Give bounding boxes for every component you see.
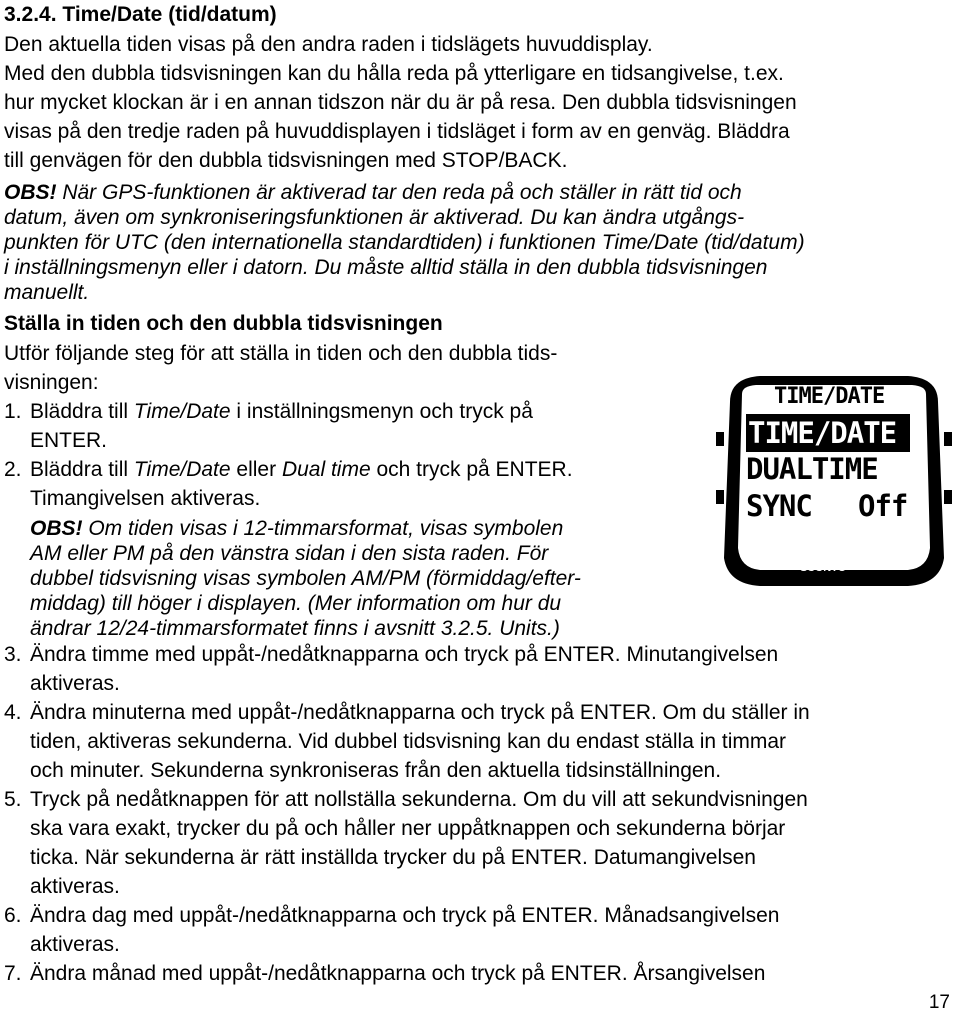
note-text: När GPS-funktionen är aktiverad tar den reda på och ställer in rätt tid och <box>56 181 742 204</box>
step-text: ticka. När sekunderna är rätt inställda trycker du på ENTER. Datumangivelsen <box>30 846 756 869</box>
step-text: Ändra minuterna med uppåt-/nedåtknapparna och tryck på ENTER. Om du ställer in <box>30 701 810 724</box>
note-text: Om tiden visas i 12-timmarsformat, visas symbolen <box>82 517 564 540</box>
watch-header: TIME/DATE <box>774 384 885 409</box>
step-text: aktiveras. <box>30 933 120 956</box>
note-label: OBS! <box>4 181 57 204</box>
intro-line: till genvägen för den dubbla tidsvisningen med STOP/BACK. <box>4 149 568 172</box>
steps-intro-line: Utför följande steg för att ställa in tiden och den dubbla tids- <box>4 342 558 365</box>
steps-intro-line: visningen: <box>4 371 99 394</box>
watch-menu-item: DUALTIME <box>746 452 878 486</box>
step-text <box>30 457 573 483</box>
step-text-part: Bläddra till <box>30 458 134 481</box>
step-text: aktiveras. <box>30 875 120 898</box>
step-text: ENTER. <box>30 429 108 452</box>
section-title: 3.2.4. Time/Date (tid/datum) <box>4 3 277 26</box>
note-line: manuellt. <box>4 281 90 304</box>
step-number: 4. <box>4 701 22 724</box>
menu-item-ref: Dual time <box>281 458 371 481</box>
step-text: Tryck på nedåtknappen för att nollställa sekunderna. Om du vill att sekundvisningen <box>30 788 808 811</box>
note-line: middag) till höger i displayen. (Mer information om hur du <box>30 592 562 615</box>
step-text <box>30 399 533 425</box>
intro-line: visas på den tredje raden på huvuddisplayen i tidsläget i form av en genväg. Bläddra <box>4 120 790 143</box>
watch-menu-item-selected: TIME/DATE <box>748 416 897 450</box>
watch-display-illustration <box>712 372 956 590</box>
subheading: Ställa in tiden och den dubbla tidsvisningen <box>4 312 443 335</box>
intro-line: Den aktuella tiden visas på den andra raden i tidslägets huvuddisplay. <box>4 33 653 56</box>
step-text: och minuter. Sekunderna synkroniseras från den aktuella tidsinställningen. <box>30 759 722 782</box>
intro-line: hur mycket klockan är i en annan tidszon när du är på resa. Den dubbla tidsvisningen <box>4 91 797 114</box>
watch-sync-value: Off <box>858 489 908 523</box>
note-line <box>4 180 742 206</box>
step-text: Ändra dag med uppåt-/nedåtknapparna och tryck på ENTER. Månadsangivelsen <box>30 904 780 927</box>
note-line: datum, även om synkroniseringsfunktionen är aktiverad. Du kan ändra utgångs- <box>4 206 745 229</box>
note-line: AM eller PM på den vänstra sidan i den sista raden. För <box>30 542 549 565</box>
note-label: OBS! <box>30 517 83 540</box>
note-line: i inställningsmenyn eller i datorn. Du måste alltid ställa in den dubbla tidsvisningen <box>4 256 768 279</box>
menu-item-ref: Time/Date <box>133 400 231 423</box>
step-text: aktiveras. <box>30 672 120 695</box>
step-text-part: i inställningsmenyn och tryck på <box>230 400 533 423</box>
note-line: dubbel tidsvisning visas symbolen AM/PM (förmiddag/efter- <box>30 567 581 590</box>
watch-brand-logo: SUUNTO <box>800 562 847 574</box>
step-text-part: eller <box>230 458 282 481</box>
note-line: punkten för UTC (den internationella standardtiden) i funktionen Time/Date (tid/datum) <box>4 231 805 254</box>
step-number: 6. <box>4 904 22 927</box>
step-text-part: Bläddra till <box>30 400 134 423</box>
step-number: 7. <box>4 962 22 985</box>
step-text: tiden, aktiveras sekunderna. Vid dubbel tidsvisning kan du endast ställa in timmar <box>30 730 787 753</box>
note-line <box>30 516 563 542</box>
step-text: ska vara exakt, trycker du på och håller ner uppåtknappen och sekunderna börjar <box>30 817 786 840</box>
note-line: ändrar 12/24-timmarsformatet finns i avsnitt 3.2.5. Units.) <box>30 617 560 640</box>
step-number: 3. <box>4 643 22 666</box>
step-text: Ändra timme med uppåt-/nedåtknapparna och tryck på ENTER. Minutangivelsen <box>30 643 779 666</box>
watch-menu-item: SYNC <box>746 489 812 523</box>
step-number: 1. <box>4 400 22 423</box>
page-number: 17 <box>928 992 950 1013</box>
step-number: 5. <box>4 788 22 811</box>
step-text-part: och tryck på ENTER. <box>370 458 573 481</box>
menu-item-ref: Time/Date <box>133 458 231 481</box>
step-number: 2. <box>4 458 22 481</box>
step-text: Ändra månad med uppåt-/nedåtknapparna och tryck på ENTER. Årsangivelsen <box>30 962 766 985</box>
step-text: Timangivelsen aktiveras. <box>30 487 261 510</box>
intro-line: Med den dubbla tidsvisningen kan du hålla reda på ytterligare en tidsangivelse, t.ex. <box>4 62 784 85</box>
